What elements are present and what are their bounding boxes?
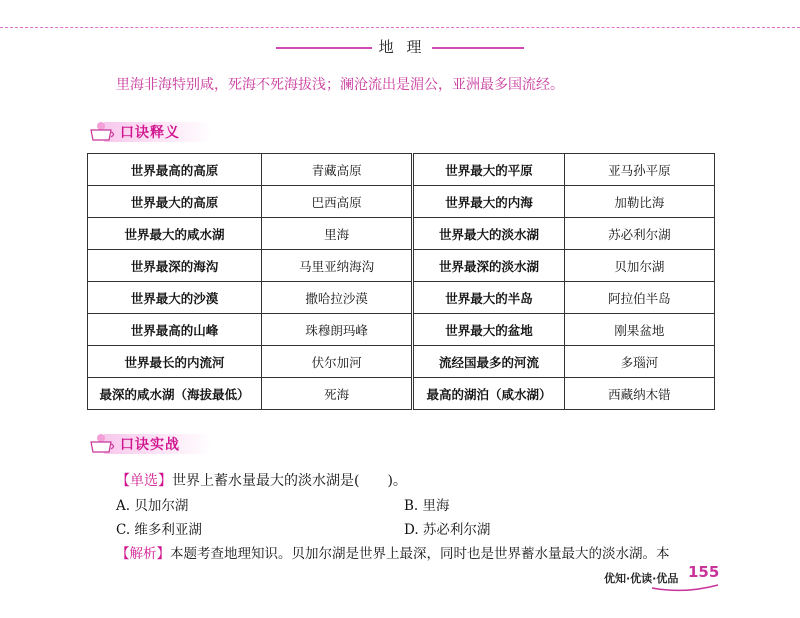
section-label: 口诀释义 [120, 125, 180, 141]
section-explain-header [88, 116, 218, 146]
table-row [88, 346, 715, 378]
analysis-tag: 【解析】 [116, 546, 170, 562]
table-row [88, 218, 715, 250]
fact-key: 世界最大的沙漠 [88, 282, 262, 314]
fact-value: 亚马孙平原 [564, 154, 714, 186]
table-row [88, 378, 715, 410]
section-practice-header [88, 428, 218, 458]
fact-value: 阿拉伯半岛 [564, 282, 714, 314]
fact-key: 世界最高的山峰 [88, 314, 262, 346]
swoosh-decoration [650, 582, 720, 592]
fact-value: 青藏高原 [262, 154, 413, 186]
option-c: C. 维多利亚湖 [116, 522, 202, 538]
table-row [88, 314, 715, 346]
subject-title: 地 理 [378, 38, 426, 56]
fact-key: 流经国最多的河流 [413, 346, 564, 378]
fact-value: 死海 [262, 378, 413, 410]
fact-value: 马里亚纳海沟 [262, 250, 413, 282]
geography-facts-table [87, 153, 715, 410]
option-a: A. 贝加尔湖 [116, 498, 189, 514]
option-d: D. 苏必利尔湖 [404, 522, 491, 538]
fact-key: 最深的咸水湖（海拔最低） [88, 378, 262, 410]
fact-value: 加勒比海 [564, 186, 714, 218]
question-type-tag: 【单选】 [116, 473, 172, 489]
fact-value: 里海 [262, 218, 413, 250]
table-row [88, 186, 715, 218]
fact-key: 世界最大的高原 [88, 186, 262, 218]
question-text: 世界上蓄水量最大的淡水湖是( )。 [172, 473, 407, 489]
fact-value: 贝加尔湖 [564, 250, 714, 282]
analysis-text: 本题考查地理知识。贝加尔湖是世界上最深，同时也是世界蓄水量最大的淡水湖。本 [170, 546, 670, 562]
teacup-icon [88, 118, 116, 144]
teacup-icon [88, 430, 116, 456]
fact-value: 刚果盆地 [564, 314, 714, 346]
footer-slogan: 优知·优读·优品 [604, 572, 679, 585]
top-dashed-border [0, 27, 800, 28]
fact-value: 苏必利尔湖 [564, 218, 714, 250]
analysis-paragraph [116, 542, 670, 562]
option-b: B. 里海 [404, 498, 450, 514]
section-label: 口诀实战 [120, 437, 180, 453]
fact-value: 撒哈拉沙漠 [262, 282, 413, 314]
fact-key: 最高的湖泊（咸水湖） [413, 378, 564, 410]
header-rule-right [432, 47, 524, 49]
fact-key: 世界最长的内流河 [88, 346, 262, 378]
fact-value: 伏尔加河 [262, 346, 413, 378]
fact-key: 世界最深的海沟 [88, 250, 262, 282]
fact-key: 世界最大的盆地 [413, 314, 564, 346]
fact-key: 世界最大的咸水湖 [88, 218, 262, 250]
page-number: 155 [688, 563, 720, 581]
mnemonic-verse: 里海非海特别咸，死海不死海拔浅；澜沧流出是湄公，亚洲最多国流经。 [116, 77, 564, 93]
fact-key: 世界最大的半岛 [413, 282, 564, 314]
header-rule-left [276, 47, 372, 49]
fact-key: 世界最大的平原 [413, 154, 564, 186]
fact-key: 世界最大的内海 [413, 186, 564, 218]
fact-value: 多瑙河 [564, 346, 714, 378]
fact-value: 西藏纳木错 [564, 378, 714, 410]
fact-key: 世界最高的高原 [88, 154, 262, 186]
fact-key: 世界最深的淡水湖 [413, 250, 564, 282]
fact-value: 巴西高原 [262, 186, 413, 218]
question-stem [116, 470, 407, 490]
table-row [88, 250, 715, 282]
table-row [88, 282, 715, 314]
page-header [0, 36, 800, 60]
fact-key: 世界最大的淡水湖 [413, 218, 564, 250]
fact-value: 珠穆朗玛峰 [262, 314, 413, 346]
table-row [88, 154, 715, 186]
